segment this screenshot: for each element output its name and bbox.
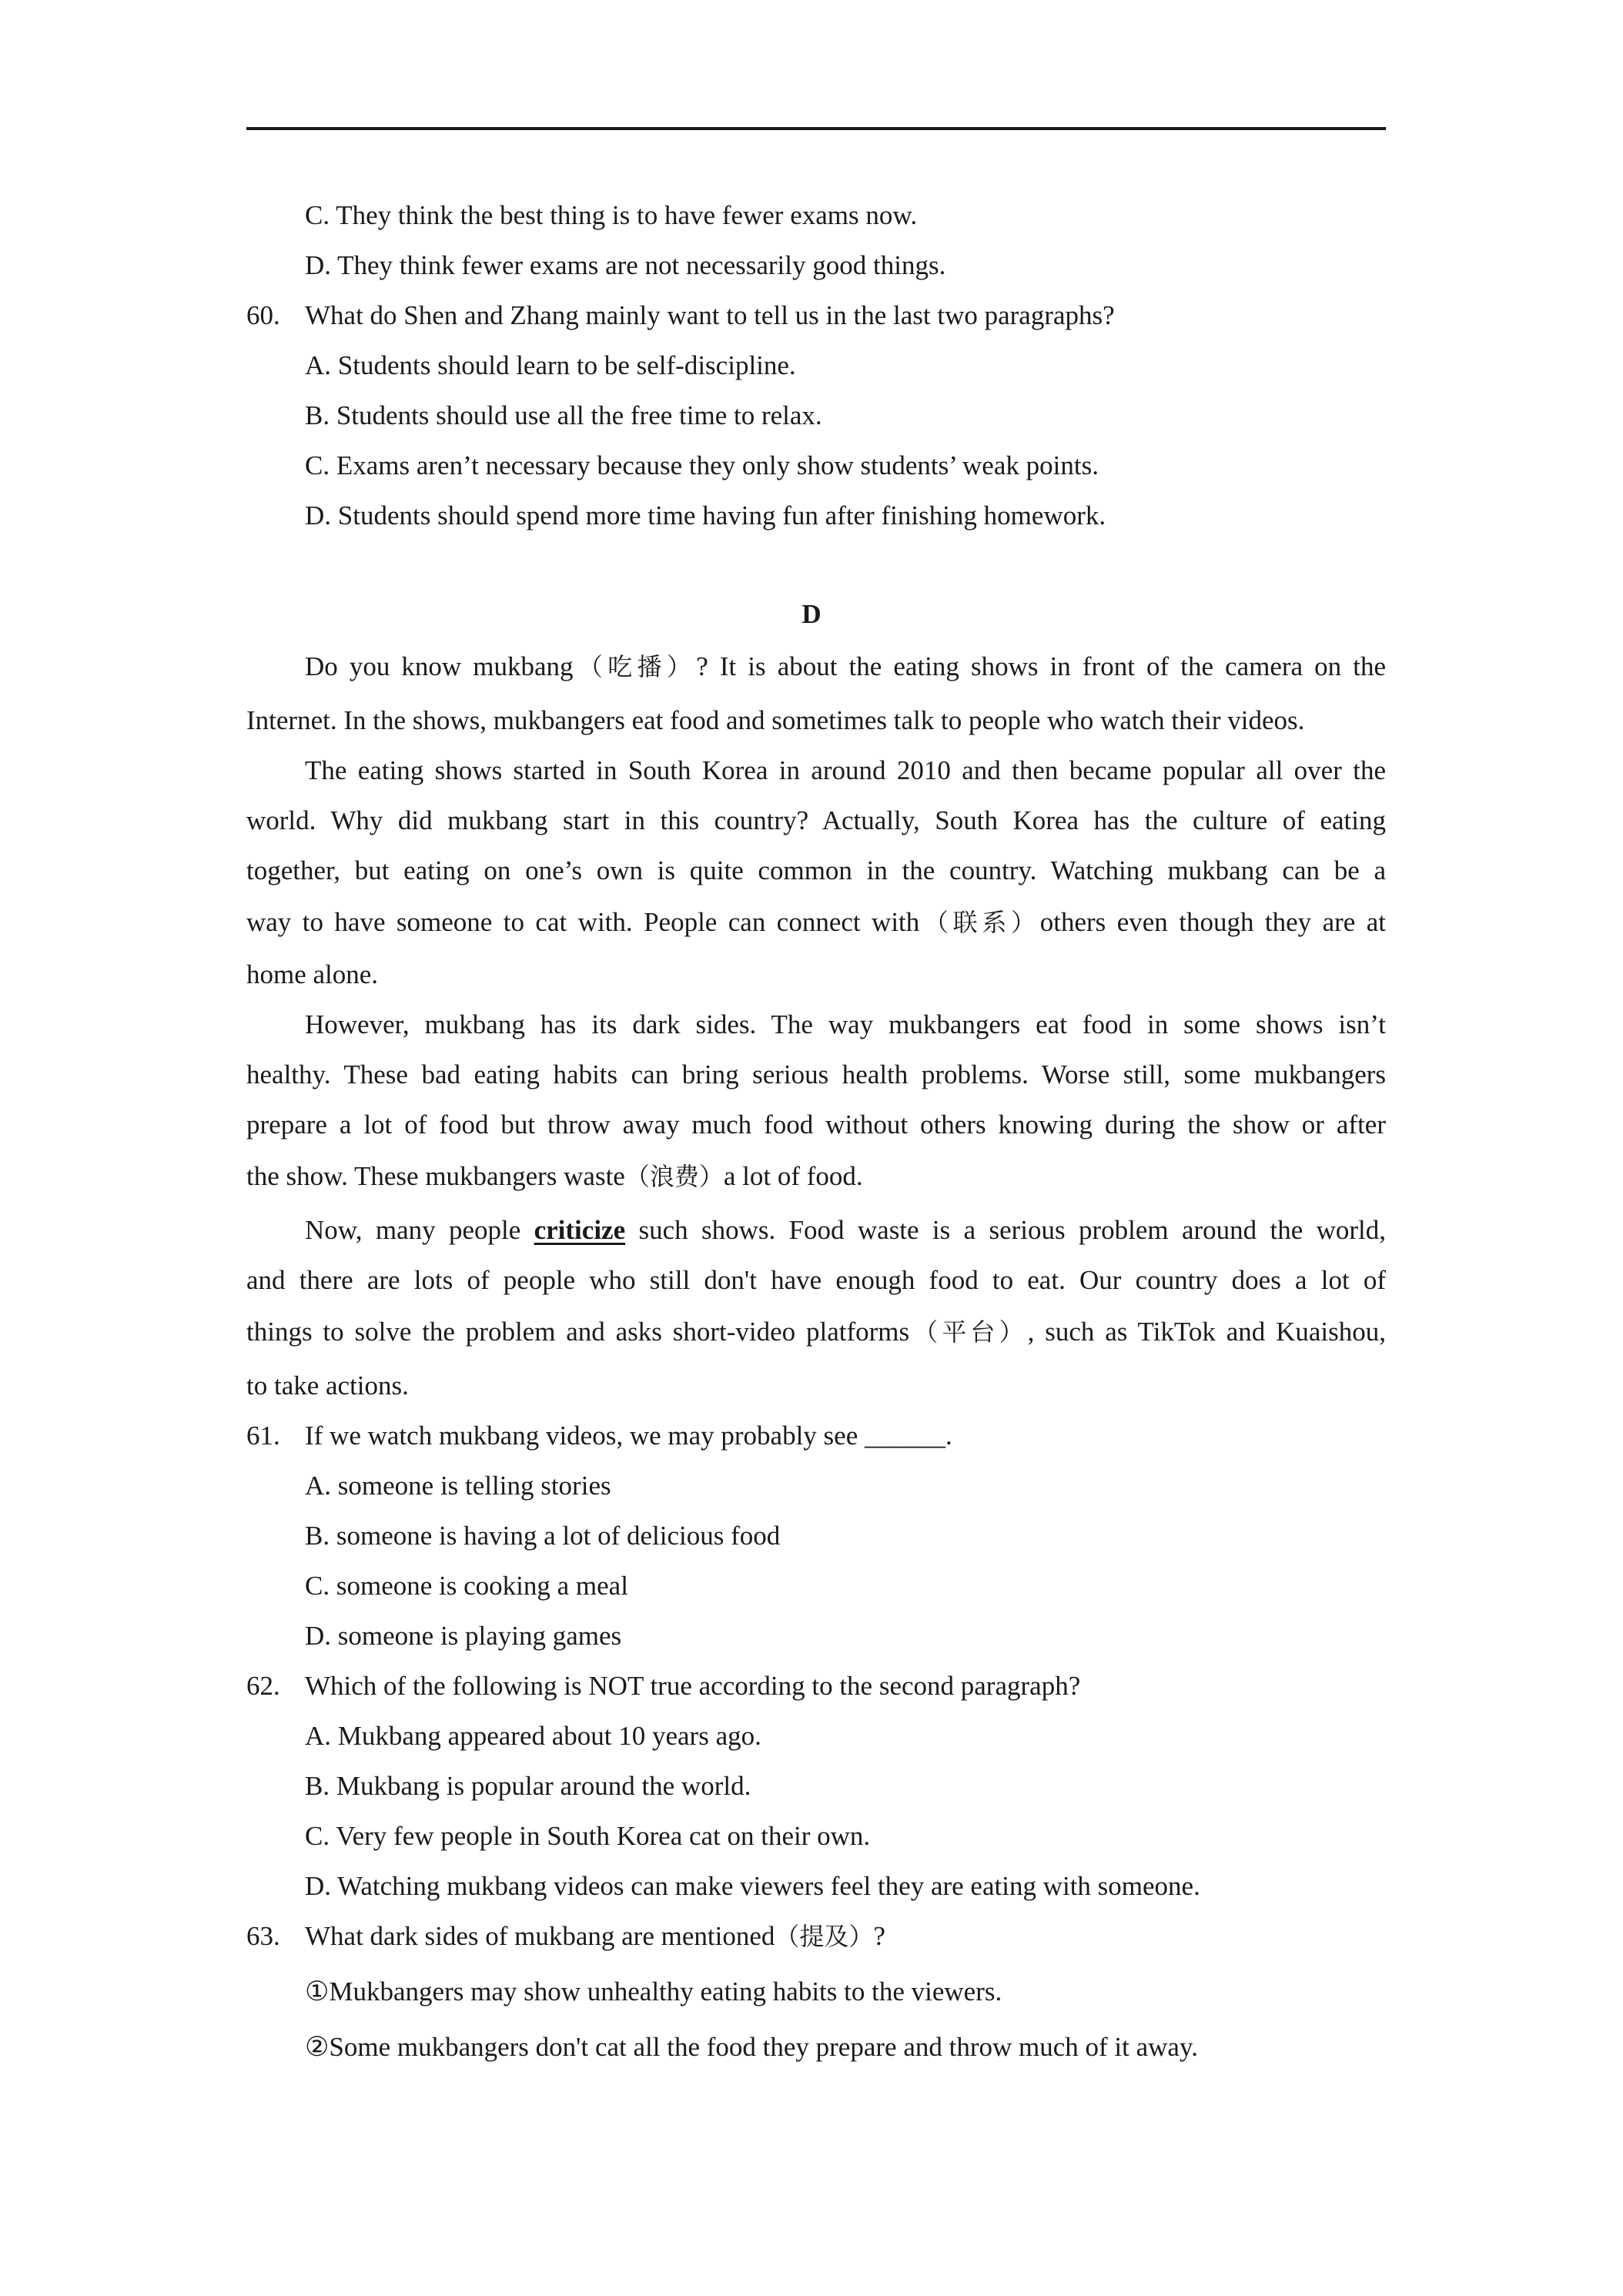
q59-option-c: C. They think the best thing is to have fewer exams now. [305, 200, 918, 230]
q63-statement-1: ①Mukbangers may show unhealthy eating habits to the viewers. [305, 1976, 1002, 2006]
q63-number: 63. [246, 1921, 280, 1951]
p1-line-1 [305, 653, 1386, 680]
q61-question: If we watch mukbang videos, we may probably see ______. [305, 1421, 952, 1451]
q62-option-d: D. Watching mukbang videos can make viewers feel they are eating with someone. [305, 1871, 1200, 1901]
q62-option-a: A. Mukbang appeared about 10 years ago. [305, 1721, 761, 1751]
p2-line-4 [246, 909, 1386, 935]
q62-number: 62. [246, 1671, 280, 1701]
p2-line-2: world. Why did mukbang start in this country? Actually, South Korea has the culture of eating [246, 805, 1386, 835]
p3-text: a lot of food. [723, 1161, 863, 1191]
vocab-word-criticize: criticize [534, 1215, 626, 1245]
q60-number: 60. [246, 300, 280, 330]
q60-option-b: B. Students should use all the free time to relax. [305, 400, 822, 430]
q60-option-a: A. Students should learn to be self-discipline. [305, 350, 796, 380]
p4-text: Now, many people [305, 1215, 521, 1245]
p4-text: such shows. Food waste is a serious problem around the world, [638, 1215, 1386, 1245]
p4-text: things to solve the problem and asks short-video platforms [246, 1317, 910, 1347]
p3-text: the show. These mukbangers waste [246, 1161, 625, 1191]
p4-line-2: and there are lots of people who still don't have enough food to eat. Our country does a lot of [246, 1265, 1386, 1295]
q63-question [305, 1923, 885, 1950]
q61-option-d: D. someone is playing games [305, 1621, 622, 1651]
q61-option-b: B. someone is having a lot of delicious food [305, 1521, 781, 1551]
p2-line-5: home alone. [246, 959, 379, 989]
q60-option-d: D. Students should spend more time having fun after finishing homework. [305, 500, 1106, 530]
header-rule [246, 127, 1386, 130]
p2-text: way to have someone to cat with. People can connect with [246, 907, 920, 937]
p3-line-4 [246, 1163, 863, 1190]
q62-option-c: C. Very few people in South Korea cat on their own. [305, 1821, 871, 1851]
section-heading: D [801, 599, 822, 629]
p1-text: ? It is about the eating shows in front of the camera on the [696, 651, 1387, 681]
p3-line-1: However, mukbang has its dark sides. The way mukbangers eat food in some shows isn’t [305, 1009, 1386, 1039]
q63-gloss: （提及） [775, 1922, 874, 1951]
q60-option-c: C. Exams aren’t necessary because they only show students’ weak points. [305, 450, 1099, 480]
p4-line-3 [246, 1318, 1386, 1345]
p1-text: Do you know mukbang [305, 651, 574, 681]
p2-gloss: （联系） [919, 908, 1040, 937]
p3-gloss: （浪费） [624, 1162, 724, 1191]
p1-gloss: （吃播） [573, 652, 697, 681]
q62-question: Which of the following is NOT true according to the second paragraph? [305, 1671, 1081, 1701]
p4-gloss: （平台） [909, 1317, 1028, 1347]
p2-line-3: together, but eating on one’s own is quite common in the country. Watching mukbang can be a [246, 855, 1386, 885]
q59-option-d: D. They think fewer exams are not necessarily good things. [305, 250, 946, 280]
q63-text: ? [873, 1921, 885, 1951]
p3-line-3: prepare a lot of food but throw away much food without others knowing during the show or after [246, 1110, 1386, 1140]
p4-line-1 [305, 1217, 1386, 1243]
p4-line-4: to take actions. [246, 1371, 409, 1401]
q63-text: What dark sides of mukbang are mentioned [305, 1921, 775, 1951]
q63-statement-2: ②Some mukbangers don't cat all the food they prepare and throw much of it away. [305, 2032, 1198, 2062]
q62-option-b: B. Mukbang is popular around the world. [305, 1771, 751, 1801]
q61-number: 61. [246, 1421, 280, 1451]
p3-line-2: healthy. These bad eating habits can bring serious health problems. Worse still, some mukbangers [246, 1059, 1386, 1089]
q61-option-a: A. someone is telling stories [305, 1471, 611, 1501]
p1-line-2: Internet. In the shows, mukbangers eat food and sometimes talk to people who watch their videos. [246, 705, 1305, 735]
p2-line-1: The eating shows started in South Korea in around 2010 and then became popular all over the [305, 755, 1386, 785]
q61-option-c: C. someone is cooking a meal [305, 1571, 628, 1601]
q60-question: What do Shen and Zhang mainly want to tell us in the last two paragraphs? [305, 300, 1115, 330]
p4-text: , such as TikTok and Kuaishou, [1027, 1317, 1386, 1347]
p2-text: others even though they are at [1039, 907, 1386, 937]
